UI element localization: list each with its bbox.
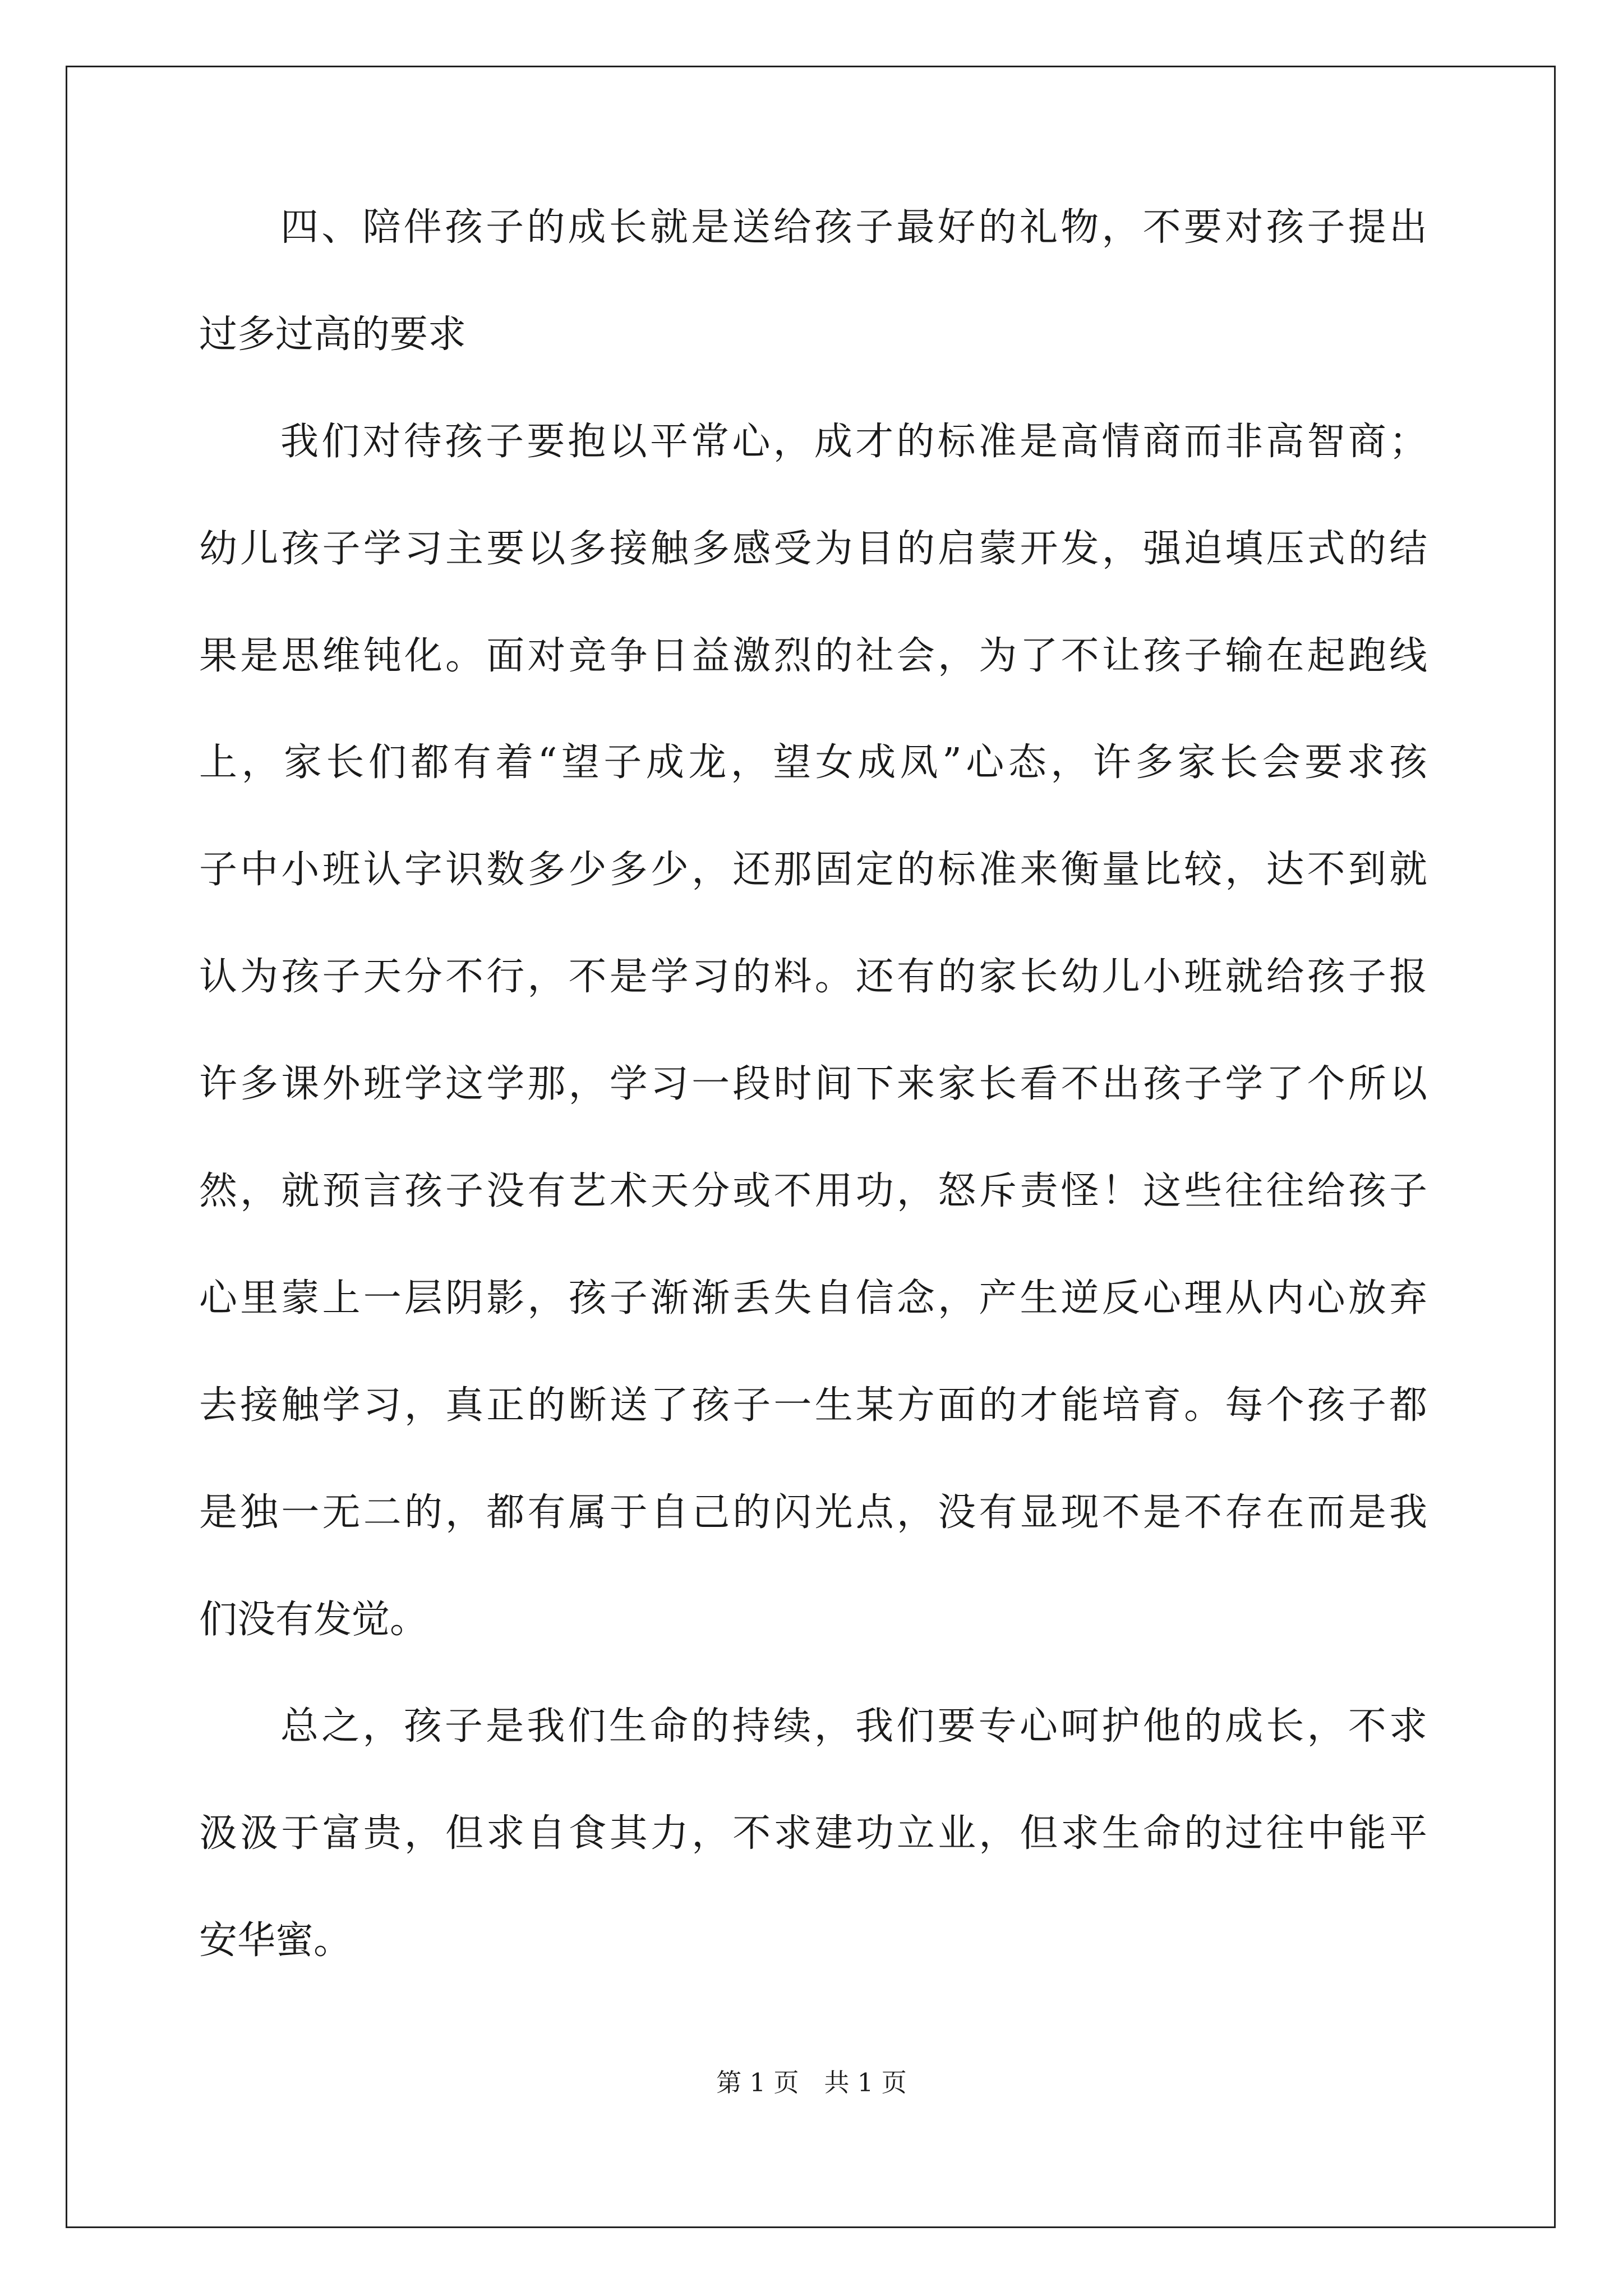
text-line: 过多过高的要求 <box>199 312 467 357</box>
text-line: 是独一无二的，都有属于自己的闪光点，没有显现不是不存在而是我 <box>199 1490 1427 1535</box>
text-line: 总之，孩子是我们生命的持续，我们要专心呵护他的成长，不求 <box>280 1704 1427 1749</box>
text-line: 然，就预言孩子没有艺术天分或不用功，怒斥责怪！这些往往给孩子 <box>199 1169 1427 1214</box>
text-line: 上，家长们都有着“望子成龙，望女成凤”心态，许多家长会要求孩 <box>199 740 1427 785</box>
text-line: 我们对待孩子要抱以平常心，成才的标准是高情商而非高智商； <box>280 419 1427 464</box>
text-line: 们没有发觉。 <box>199 1597 428 1642</box>
text-line: 幼儿孩子学习主要以多接触多感受为目的启蒙开发，强迫填压式的结 <box>199 526 1427 571</box>
text-line: 安华蜜。 <box>199 1918 352 1963</box>
text-line: 心里蒙上一层阴影，孩子渐渐丢失自信念，产生逆反心理从内心放弃 <box>199 1276 1427 1320</box>
text-line: 汲汲于富贵，但求自食其力，不求建功立业，但求生命的过往中能平 <box>199 1811 1427 1856</box>
text-line: 认为孩子天分不行，不是学习的料。还有的家长幼儿小班就给孩子报 <box>199 955 1427 1000</box>
document-body <box>199 205 1427 2029</box>
text-line: 子中小班认字识数多少多少，还那固定的标准来衡量比较，达不到就 <box>199 848 1427 892</box>
text-line: 许多课外班学这学那，学习一段时间下来家长看不出孩子学了个所以 <box>199 1062 1427 1107</box>
page-number-footer: 第 1 页 共 1 页 <box>716 2068 907 2097</box>
text-line: 果是思维钝化。面对竞争日益激烈的社会，为了不让孩子输在起跑线 <box>199 633 1427 678</box>
text-line: 去接触学习，真正的断送了孩子一生某方面的才能培育。每个孩子都 <box>199 1383 1427 1428</box>
text-line: 四、陪伴孩子的成长就是送给孩子最好的礼物，不要对孩子提出 <box>280 205 1427 250</box>
